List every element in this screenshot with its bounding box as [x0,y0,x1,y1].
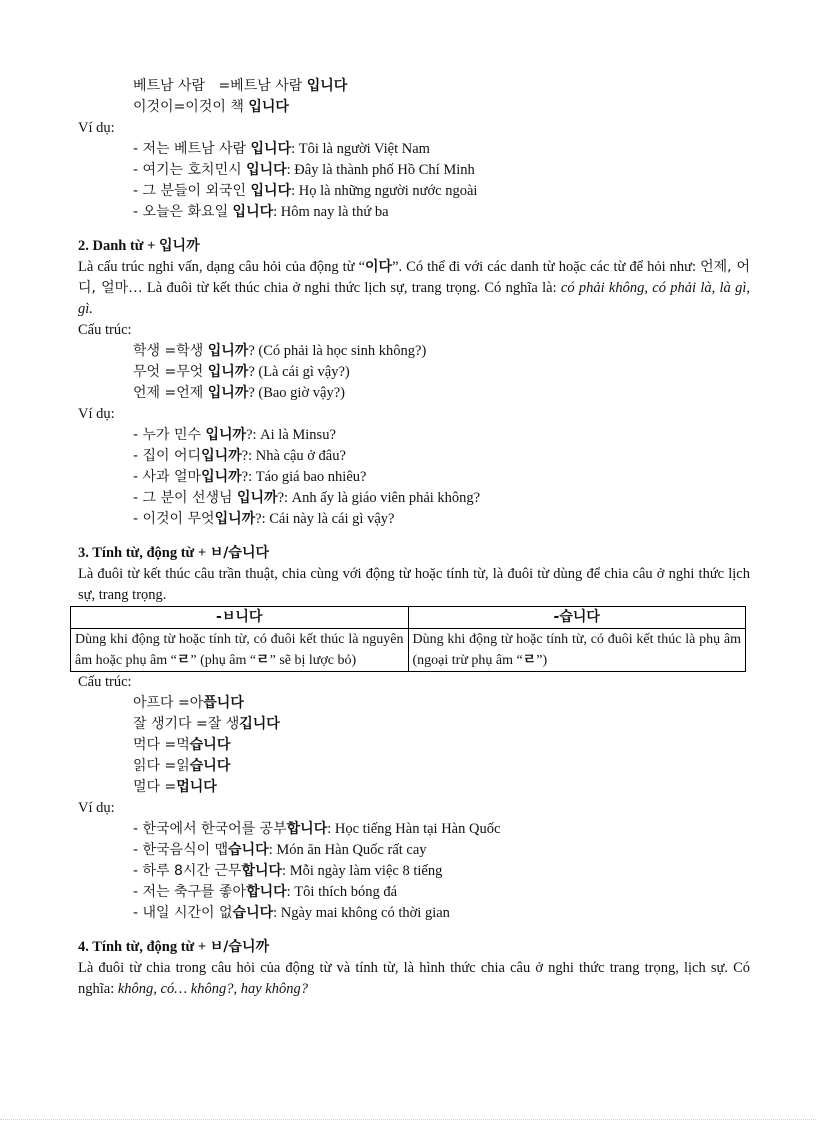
example-ending: 입니다 [232,204,274,220]
structure-korean: 언제 =언제 [133,385,208,401]
example-ending: 입니다 [250,141,292,157]
cell-text: ” sẽ bị lược bỏ) [269,653,357,668]
para-text: ”. Có thể đi với các danh từ hoặc các từ để hỏi như: [392,259,701,275]
example-line [78,202,750,223]
example-ending: 입니까 [237,490,278,506]
structure-line [78,735,750,756]
structure-ending: 입니까 [207,385,249,401]
structure-korean: 무엇 =무엇 [133,364,208,380]
example-translation: ?: Ai là Minsu? [246,427,336,443]
example-translation: : Họ là những người nước ngoài [291,183,478,199]
para-italic: không, có… không?, hay không? [117,981,308,997]
example-korean: - 한국음식이 맵 [133,842,229,858]
ending-comparison-table [70,606,746,672]
example-korean: - 하루 8시간 근무 [133,863,242,879]
example-line [78,467,750,488]
section-3-heading [78,543,750,564]
cell-text: Dùng khi động từ hoặc tính từ, có đuôi kết thúc là phụ âm (ngoại trừ phụ âm “ [412,632,741,668]
example-line [78,819,750,840]
structure-line [78,341,750,362]
structure-label: Cấu trúc: [78,674,132,690]
structure-ending: 픕니다 [203,695,244,711]
structure-ending: 습니다 [189,758,231,774]
structure-line [78,714,750,735]
example-translation: ?: Táo giá bao nhiêu? [241,469,367,485]
example-line [78,903,750,924]
example-translation: ?: Anh ấy là giáo viên phải không? [277,490,481,506]
example-translation: : Ngày mai không có thời gian [273,905,450,921]
structure-line [78,362,750,383]
table-cell [408,629,746,672]
section-2-heading [78,236,750,257]
example-korean: - 저는 베트남 사람 [133,141,251,157]
korean-term: 이것이 [133,99,174,115]
example-ending: 합니다 [286,821,328,837]
example-line [78,509,750,530]
intro-line-2 [78,97,750,118]
heading-korean: 입니까 [159,238,200,254]
korean-term: 베트남 사람 [133,78,206,94]
example-korean: - 집이 어디 [133,448,202,464]
example-line [78,181,750,202]
example-ending: 입니까 [201,469,242,485]
example-translation: ?: Nhà cậu ở đâu? [241,448,346,464]
structure-translation: ? (Bao giờ vậy?) [248,385,345,401]
structure-ending: 멉니다 [176,779,217,795]
example-translation: ?: Cái này là cái gì vậy? [255,511,395,527]
korean-ending: 입니다 [248,99,289,115]
cell-text: ” (phụ âm “ [190,653,257,668]
structure-line [78,693,750,714]
example-korean: - 오늘은 화요일 [133,204,233,220]
structure-translation: ? (Là cái gì vậy?) [248,364,350,380]
structure-korean: 학생 =학생 [133,343,208,359]
page-bottom-divider [0,1119,816,1120]
table-header: -습니다 [408,607,746,629]
table-row [71,629,746,672]
structure-korean: 아프다 =아 [133,695,204,711]
structure-korean: 멀다 = [133,779,177,795]
example-translation: : Hôm nay là thứ ba [273,204,389,220]
example-translation: : Món ăn Hàn Quốc rất cay [268,842,427,858]
structure-translation: ? (Có phải là học sinh không?) [248,343,427,359]
section-4-heading [78,937,750,958]
para-korean-bold: 이다 [365,259,393,275]
document-page [75,76,750,1000]
structure-korean: 먹다 =먹 [133,737,190,753]
intro-line-1 [78,76,750,97]
example-translation: : Đây là thành phố Hồ Chí Minh [286,162,475,178]
table-header-row [71,607,746,629]
example-korean: - 그 분이 선생님 [133,490,237,506]
example-line [78,840,750,861]
structure-ending: 입니까 [207,364,249,380]
example-korean: - 한국에서 한국어를 공부 [133,821,287,837]
structure-line [78,383,750,404]
example-line [78,882,750,903]
cell-korean: ㄹ [256,652,270,668]
structure-korean: 잘 생기다 =잘 생 [133,716,240,732]
heading-korean: ㅂ/습니까 [209,939,269,955]
example-korean: - 누가 민수 [133,427,206,443]
structure-ending: 깁니다 [239,716,280,732]
heading-text: 2. Danh từ + [78,238,160,254]
cell-text: ”) [536,653,548,668]
cell-korean: ㄹ [176,652,191,668]
section-2-paragraph [78,257,750,320]
structure-label: Cấu trúc: [78,322,132,338]
korean-term: =이것이 책 [173,99,249,115]
example-ending: 입니까 [205,427,247,443]
example-line [78,160,750,181]
example-ending: 입니다 [250,183,292,199]
korean-term: =베트남 사람 [218,78,307,94]
spacer [205,78,218,94]
example-line [78,861,750,882]
section-3-paragraph: Là đuôi từ kết thúc câu trần thuật, chia cùng với động từ hoặc tính từ, là đuôi từ dùng để chia câu ở nghi thức lịch sự, trang trọng. [78,566,750,603]
heading-text: 3. Tính từ, động từ + [78,545,210,561]
example-korean: - 이것이 무엇 [133,511,215,527]
para-text: … Là đuôi từ kết thúc chia ở nghi thức lịch sự, trang trọng. Có nghĩa là: [128,280,561,296]
para-korean: 언제, 어디, 얼마 [78,259,750,296]
example-line [78,425,750,446]
structure-korean: 읽다 =읽 [133,758,190,774]
heading-text: 4. Tính từ, động từ + [78,939,210,955]
example-korean: - 여기는 호치민시 [133,162,247,178]
structure-ending: 입니까 [207,343,249,359]
para-italic: có phải không, có phải là, là gì, gì. [78,280,750,317]
korean-ending: 입니다 [306,78,348,94]
structure-line [78,777,750,798]
example-label: Ví dụ: [78,406,115,422]
cell-korean: ㄹ [522,652,537,668]
example-korean: - 저는 축구를 좋아 [133,884,247,900]
example-translation: : Tôi thích bóng đá [286,884,397,900]
example-ending: 습니다 [228,842,269,858]
table-cell [71,629,409,672]
example-ending: 입니다 [246,162,287,178]
section-4-paragraph [78,958,750,1000]
para-text: Là đuôi từ chia trong câu hỏi của động từ và tính từ, là hình thức chia câu ở nghi thức trang trọng, lịch sự. Có nghĩa: [78,960,750,997]
example-line [78,139,750,160]
example-korean: - 그 분들이 외국인 [133,183,251,199]
example-label: Ví dụ: [78,800,115,816]
structure-ending: 습니다 [189,737,231,753]
cell-text: Dùng khi động từ hoặc tính từ, có đuôi kết thúc là nguyên âm hoặc phụ âm “ [75,632,404,668]
example-line [78,446,750,467]
para-text: Là cấu trúc nghi vấn, dạng câu hỏi của động từ “ [78,259,366,275]
example-ending: 합니다 [246,884,287,900]
example-ending: 습니다 [232,905,274,921]
heading-korean: ㅂ/습니다 [209,545,269,561]
example-line [78,488,750,509]
example-ending: 입니까 [201,448,242,464]
example-ending: 입니까 [214,511,256,527]
example-ending: 합니다 [241,863,283,879]
example-label: Ví dụ: [78,120,115,136]
example-translation: : Tôi là người Việt Nam [291,141,430,157]
example-korean: - 내일 시간이 없 [133,905,233,921]
structure-line [78,756,750,777]
example-korean: - 사과 얼마 [133,469,202,485]
example-translation: : Học tiếng Hàn tại Hàn Quốc [327,821,501,837]
example-translation: : Mỗi ngày làm việc 8 tiếng [282,863,443,879]
table-header: -ㅂ니다 [71,607,409,629]
